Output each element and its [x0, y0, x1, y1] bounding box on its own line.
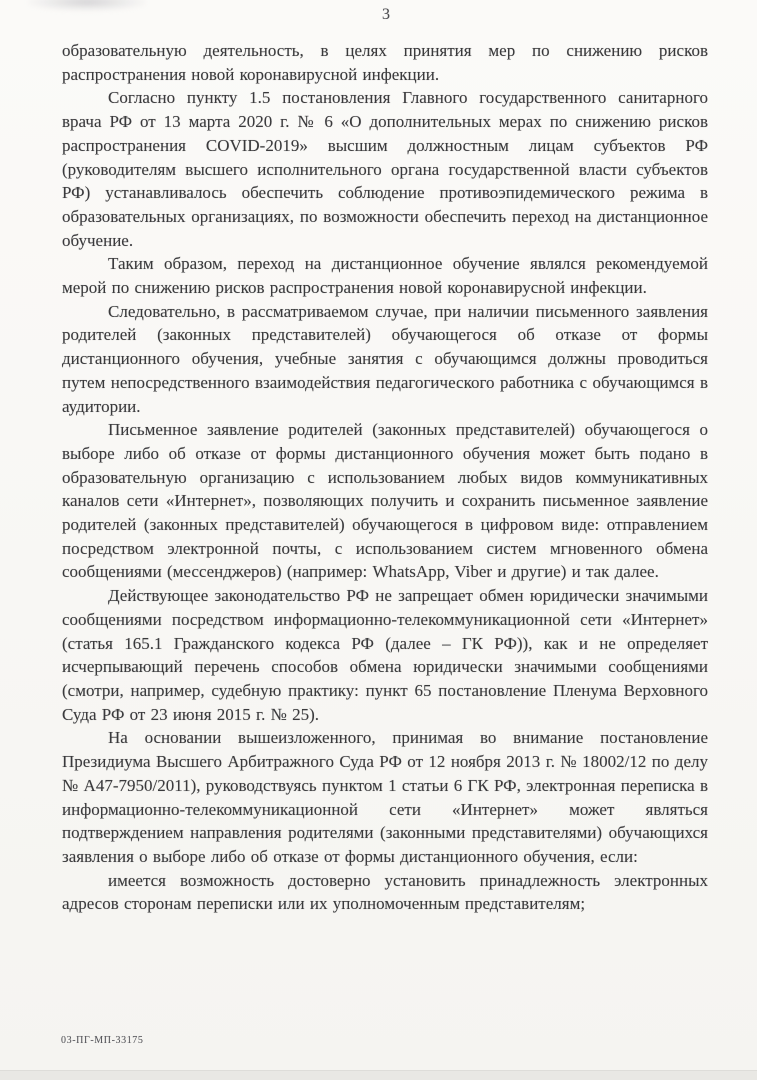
- document-reference-number: 03-ПГ-МП-33175: [61, 1035, 144, 1046]
- document-body: [62, 39, 708, 916]
- scan-edge-shadow: [0, 1070, 757, 1080]
- paragraph: Таким образом, переход на дистанционное обучение являлся рекомендуемой мерой по снижению рисков распространения новой коронавирусной инфекции.: [62, 254, 708, 298]
- paragraph: образовательную деятельность, в целях принятия мер по снижению рисков распространения новой коронавирусной инфекции.: [62, 41, 708, 84]
- paragraph: Письменное заявление родителей (законных представителей) обучающегося о выборе либо об отказе от формы дистанционного обучения может быть подано в образовательную организацию с использованием любых видов коммуникативных каналов сети «Интернет», позволяющих получить и сохранить письменное заявление родителей (законных представителей) обучающегося в цифровом виде: отправлением посредством электронной почты, с использованием систем мгновенного обмена сообщениями (мессенджеров) (например: WhatsApp, Viber и другие) и так далее.: [62, 420, 708, 582]
- page-number: 3: [382, 6, 390, 23]
- paragraph: имеется возможность достоверно установить принадлежность электронных адресов сторонам переписки или их уполномоченным представителям;: [62, 870, 708, 914]
- paragraph: На основании вышеизложенного, принимая во внимание постановление Президиума Высшего Арбитражного Суда РФ от 12 ноября 2013 г. № 18002/12 по делу № А47-7950/2011), руководствуясь пунктом 1 статьи 6 ГК РФ, электронная переписка в информационно-телекоммуникационной сети «Интернет» может являться подтверждением направления родителями (законными представителями) обучающихся заявления о выборе либо об отказе от формы дистанционного обучения, если:: [62, 728, 708, 866]
- paragraph: Согласно пункту 1.5 постановления Главного государственного санитарного врача РФ от 13 марта 2020 г. № 6 «О дополнительных мерах по снижению рисков распространения COVID-2019» высшим должностным лицам субъектов РФ (руководителям высшего исполнительного органа государственной власти субъектов РФ) устанавливалось обеспечить соблюдение противоэпидемического режима в образовательных организациях, по возможности обеспечить переход на дистанционное обучение.: [62, 88, 708, 250]
- paragraph: Действующее законодательство РФ не запрещает обмен юридически значимыми сообщениями посредством информационно-телекоммуникационной сети «Интернет» (статья 165.1 Гражданского кодекса РФ (далее – ГК РФ)), как и не определяет исчерпывающий перечень способов обмена юридически значимыми сообщениями (смотри, например, судебную практику: пункт 65 постановление Пленума Верховного Суда РФ от 23 июня 2015 г. № 25).: [62, 586, 708, 724]
- paragraph: Следовательно, в рассматриваемом случае, при наличии письменного заявления родителей (законных представителей) обучающегося об отказе от формы дистанционного обучения, учебные занятия с обучающимся должны проводиться путем непосредственного взаимодействия педагогического работника с обучающимся в аудитории.: [62, 301, 708, 416]
